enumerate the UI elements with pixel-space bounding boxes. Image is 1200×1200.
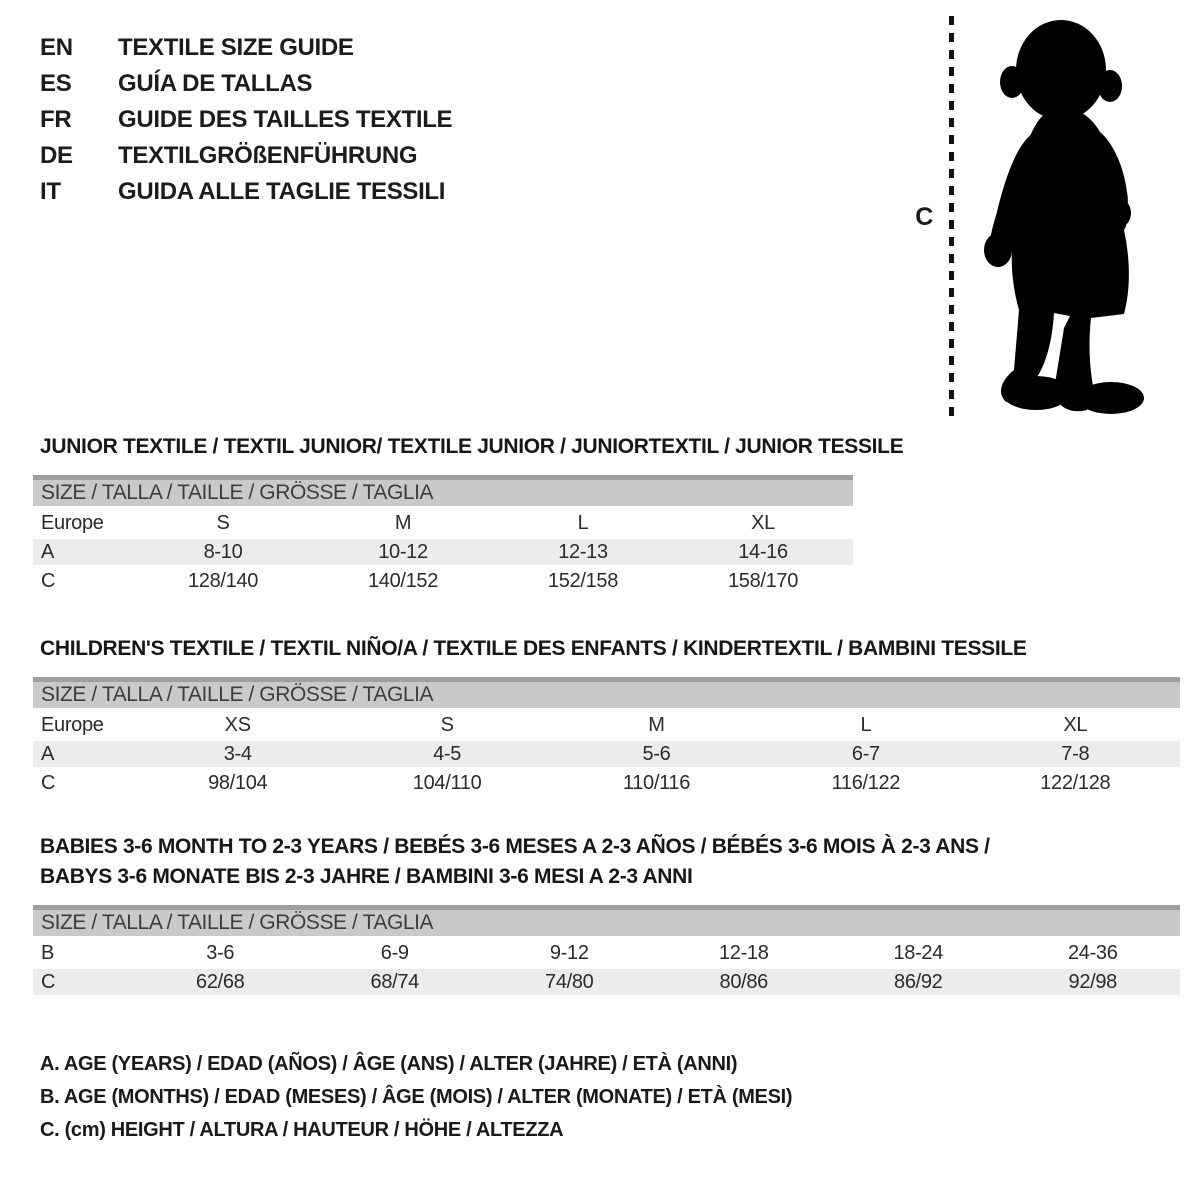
table-row-height xyxy=(33,769,1180,798)
junior-section-title: JUNIOR TEXTILE / TEXTIL JUNIOR/ TEXTILE JUNIOR / JUNIORTEXTIL / JUNIOR TESSILE xyxy=(40,435,904,458)
language-row xyxy=(40,30,452,66)
table-row-europe xyxy=(33,509,853,538)
size-cell: M xyxy=(552,711,761,740)
age-cell: 4-5 xyxy=(342,740,551,769)
age-cell: 6-7 xyxy=(761,740,970,769)
junior-size-table xyxy=(33,475,853,597)
height-cell: 128/140 xyxy=(133,567,313,596)
language-row xyxy=(40,66,452,102)
measure-legend xyxy=(33,1048,1180,1147)
language-code: FR xyxy=(40,106,72,133)
age-cell: 8-10 xyxy=(133,538,313,567)
height-cell: 116/122 xyxy=(761,769,970,798)
table-row-height xyxy=(33,968,1180,997)
babies-size-table xyxy=(33,905,1180,998)
guide-title: GUIDE DES TAILLES TEXTILE xyxy=(118,106,453,133)
language-row xyxy=(40,102,452,138)
language-row xyxy=(40,138,452,174)
months-cell: 24-36 xyxy=(1006,939,1181,968)
height-cell: 86/92 xyxy=(831,968,1006,997)
months-cell: 3-6 xyxy=(133,939,308,968)
babies-title-line-2: BABYS 3-6 MONATE BIS 2-3 JAHRE / BAMBINI 3-6 MESI A 2-3 ANNI xyxy=(40,865,693,888)
header xyxy=(0,0,1200,432)
legend-height-cm: C. (cm) HEIGHT / ALTURA / HAUTEUR / HÖHE / ALTEZZA xyxy=(40,1119,564,1141)
height-cell: 152/158 xyxy=(493,567,673,596)
size-cell: L xyxy=(493,509,673,538)
age-cell: 10-12 xyxy=(313,538,493,567)
babies-section-title xyxy=(33,832,1180,892)
row-label: C xyxy=(33,769,133,798)
height-cell: 80/86 xyxy=(657,968,832,997)
guide-title: GUÍA DE TALLAS xyxy=(118,70,313,97)
legend-age-months: B. AGE (MONTHS) / EDAD (MESES) / ÂGE (MOIS) / ALTER (MONATE) / ETÀ (MESI) xyxy=(40,1086,793,1108)
age-cell: 14-16 xyxy=(673,538,853,567)
language-title-list xyxy=(40,30,452,210)
size-cell: XS xyxy=(133,711,342,740)
height-cell: 104/110 xyxy=(342,769,551,798)
height-cell: 158/170 xyxy=(673,567,853,596)
row-label: B xyxy=(33,939,133,968)
age-cell: 5-6 xyxy=(552,740,761,769)
height-measure-label: C xyxy=(915,202,933,231)
size-cell: XL xyxy=(971,711,1180,740)
height-cell: 122/128 xyxy=(971,769,1180,798)
children-section-title: CHILDREN'S TEXTILE / TEXTIL NIÑO/A / TEXTILE DES ENFANTS / KINDERTEXTIL / BAMBINI TESSILE xyxy=(40,637,1027,660)
language-code: ES xyxy=(40,70,72,97)
babies-title-line-1: BABIES 3-6 MONTH TO 2-3 YEARS / BEBÉS 3-6 MESES A 2-3 AÑOS / BÉBÉS 3-6 MOIS À 2-3 ANS / xyxy=(40,835,990,858)
size-cell: L xyxy=(761,711,970,740)
legend-age-years: A. AGE (YEARS) / EDAD (AÑOS) / ÂGE (ANS) / ALTER (JAHRE) / ETÀ (ANNI) xyxy=(40,1053,738,1075)
size-header-bar: SIZE / TALLA / TAILLE / GRÖSSE / TAGLIA xyxy=(33,478,853,509)
height-cell: 110/116 xyxy=(552,769,761,798)
language-code: DE xyxy=(40,142,73,169)
row-label: Europe xyxy=(33,711,133,740)
height-cell: 68/74 xyxy=(308,968,483,997)
row-label: C xyxy=(33,968,133,997)
size-cell: M xyxy=(313,509,493,538)
guide-title: GUIDA ALLE TAGLIE TESSILI xyxy=(118,178,446,205)
height-cell: 98/104 xyxy=(133,769,342,798)
language-code: EN xyxy=(40,34,73,61)
age-cell: 12-13 xyxy=(493,538,673,567)
language-row xyxy=(40,174,452,210)
height-cell: 62/68 xyxy=(133,968,308,997)
guide-title: TEXTILE SIZE GUIDE xyxy=(118,34,354,61)
height-cell: 92/98 xyxy=(1006,968,1181,997)
months-cell: 6-9 xyxy=(308,939,483,968)
size-header-bar: SIZE / TALLA / TAILLE / GRÖSSE / TAGLIA xyxy=(33,680,1180,711)
table-row-europe xyxy=(33,711,1180,740)
height-dashed-line xyxy=(949,16,954,418)
table-row-age xyxy=(33,538,853,567)
age-cell: 3-4 xyxy=(133,740,342,769)
size-cell: XL xyxy=(673,509,853,538)
table-row-months xyxy=(33,939,1180,968)
months-cell: 12-18 xyxy=(657,939,832,968)
table-row-height xyxy=(33,567,853,596)
months-cell: 18-24 xyxy=(831,939,1006,968)
table-row-age xyxy=(33,740,1180,769)
row-label: Europe xyxy=(33,509,133,538)
row-label: A xyxy=(33,538,133,567)
row-label: C xyxy=(33,567,133,596)
height-cell: 74/80 xyxy=(482,968,657,997)
children-size-table xyxy=(33,677,1180,799)
size-cell: S xyxy=(342,711,551,740)
tables-area xyxy=(0,432,1200,1147)
age-cell: 7-8 xyxy=(971,740,1180,769)
height-cell: 140/152 xyxy=(313,567,493,596)
guide-title: TEXTILGRÖßENFÜHRUNG xyxy=(118,142,418,169)
size-header-bar: SIZE / TALLA / TAILLE / GRÖSSE / TAGLIA xyxy=(33,908,1180,939)
size-cell: S xyxy=(133,509,313,538)
language-code: IT xyxy=(40,178,61,205)
toddler-silhouette-icon xyxy=(974,16,1152,418)
height-measure-figure xyxy=(915,16,1152,418)
row-label: A xyxy=(33,740,133,769)
months-cell: 9-12 xyxy=(482,939,657,968)
